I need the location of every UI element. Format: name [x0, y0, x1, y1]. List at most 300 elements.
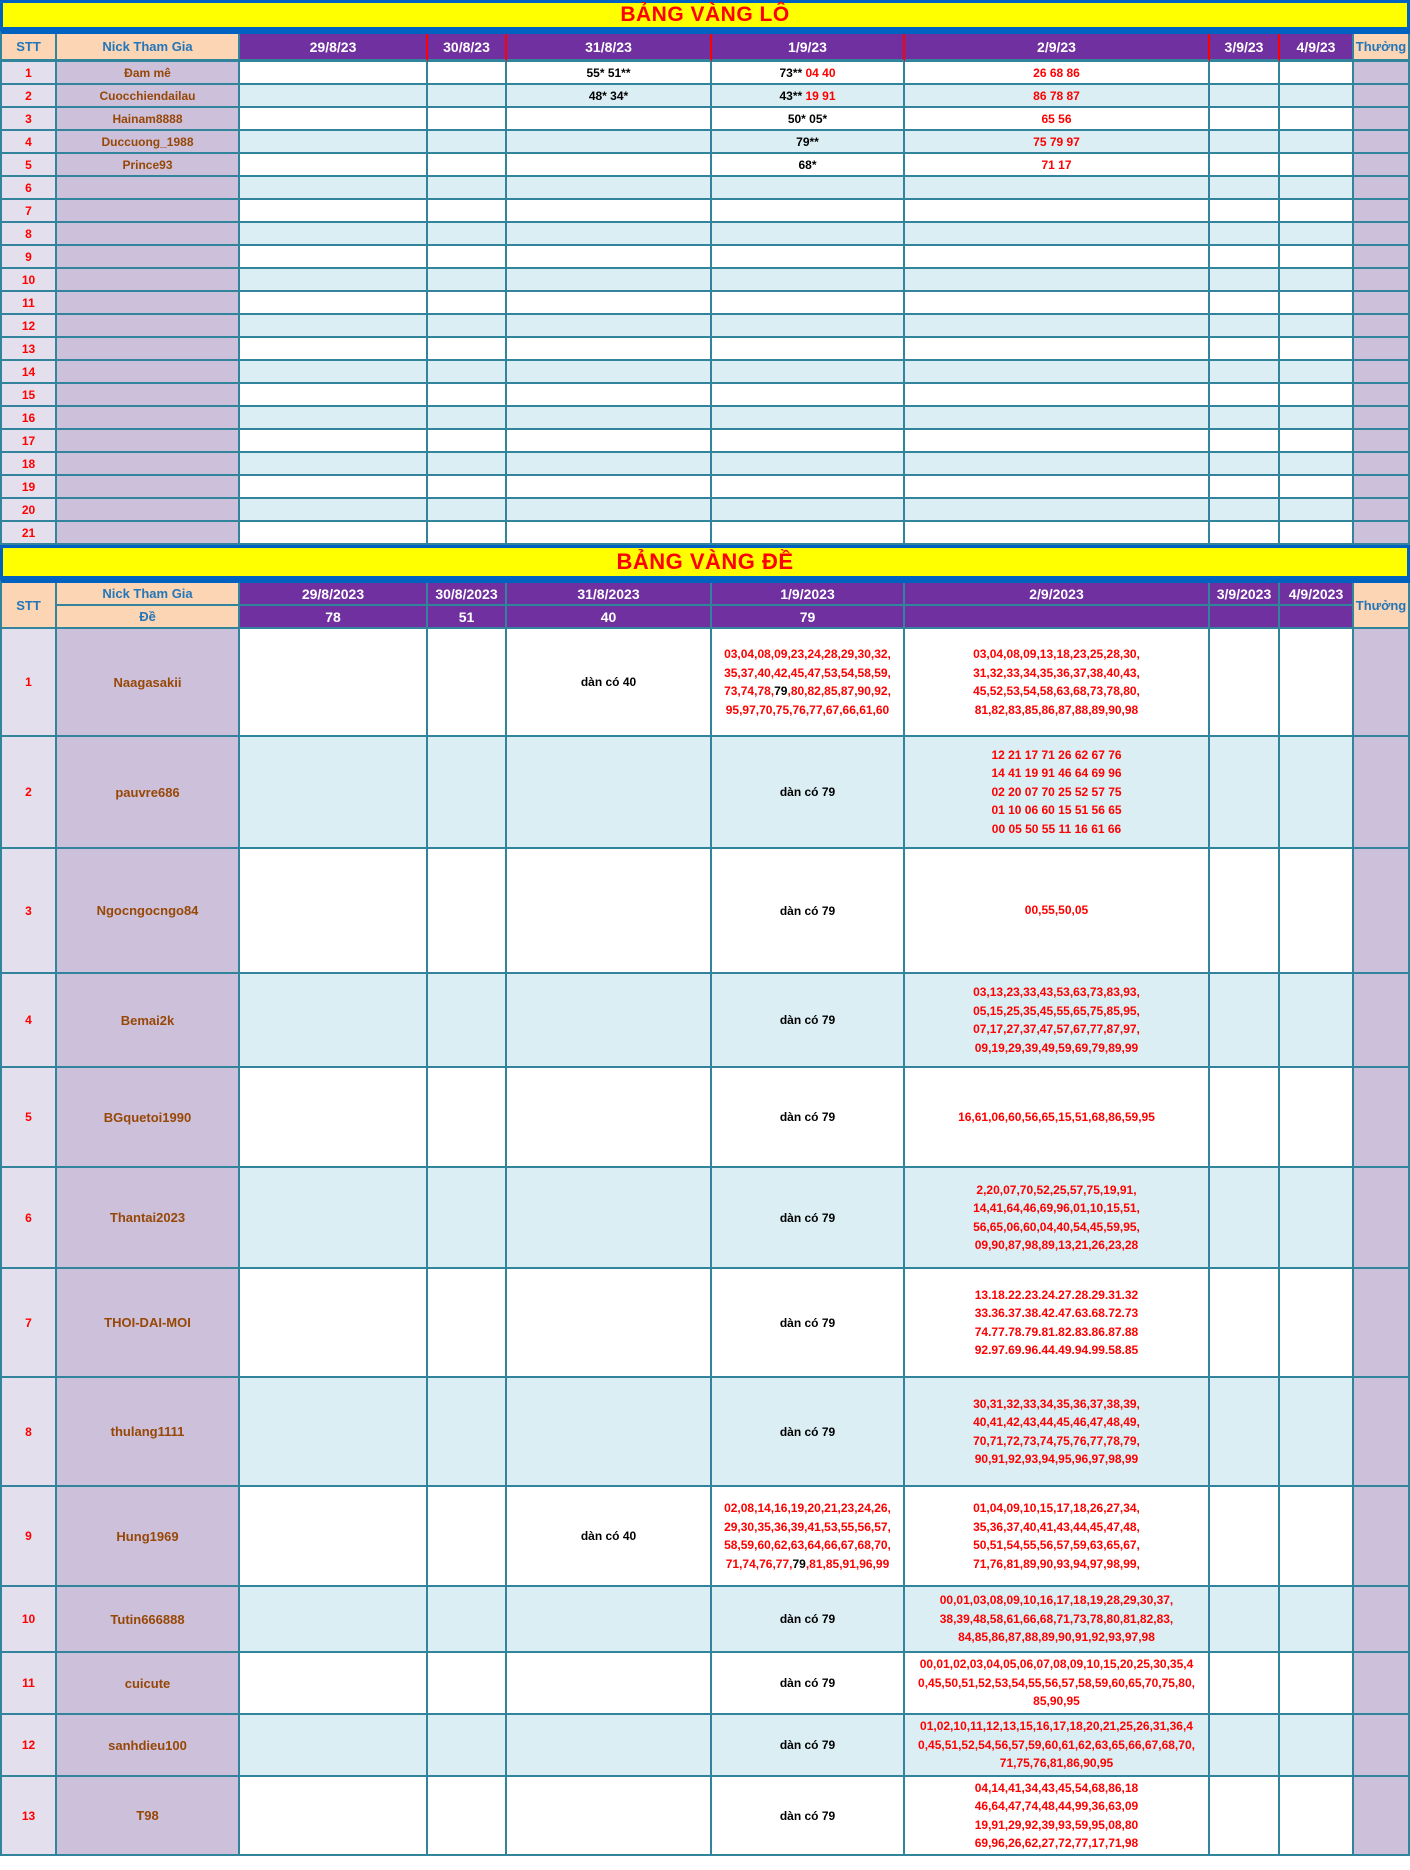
date-cell-4-9[interactable]	[1280, 384, 1354, 407]
date-cell-1-9[interactable]	[712, 108, 905, 131]
date-cell-30-8[interactable]	[428, 177, 507, 200]
reward-cell[interactable]	[1354, 384, 1410, 407]
nick-cell[interactable]: Hung1969	[57, 1487, 240, 1587]
stt-cell[interactable]: 10	[2, 269, 57, 292]
date-cell-3-9[interactable]	[1210, 108, 1280, 131]
de-value-29-8[interactable]: 78	[240, 606, 428, 629]
date-cell-1-9[interactable]	[712, 1487, 905, 1587]
date-cell-29-8[interactable]	[240, 246, 428, 269]
date-cell-3-9[interactable]	[1210, 269, 1280, 292]
date-cell-31-8[interactable]	[507, 269, 712, 292]
reward-cell[interactable]	[1354, 315, 1410, 338]
nick-cell[interactable]: cuicute	[57, 1653, 240, 1715]
date-cell-31-8[interactable]	[507, 200, 712, 223]
date-cell-30-8[interactable]	[428, 223, 507, 246]
date-cell-3-9[interactable]	[1210, 361, 1280, 384]
nick-cell[interactable]	[57, 246, 240, 269]
stt-cell[interactable]: 10	[2, 1587, 57, 1653]
date-cell-4-9[interactable]	[1280, 407, 1354, 430]
nick-cell[interactable]: Bemai2k	[57, 974, 240, 1068]
reward-cell[interactable]	[1354, 1378, 1410, 1487]
reward-cell[interactable]	[1354, 177, 1410, 200]
reward-cell[interactable]	[1354, 974, 1410, 1068]
reward-cell[interactable]	[1354, 85, 1410, 108]
date-cell-4-9[interactable]	[1280, 177, 1354, 200]
date-cell-4-9[interactable]	[1280, 223, 1354, 246]
date-cell-4-9[interactable]	[1280, 338, 1354, 361]
stt-cell[interactable]: 4	[2, 974, 57, 1068]
date-cell-1-9[interactable]	[712, 1269, 905, 1378]
date-cell-1-9[interactable]	[712, 407, 905, 430]
nick-cell[interactable]: Cuocchiendailau	[57, 85, 240, 108]
reward-cell[interactable]	[1354, 1068, 1410, 1168]
date-cell-3-9[interactable]	[1210, 292, 1280, 315]
nick-cell[interactable]: Đam mê	[57, 62, 240, 85]
reward-cell[interactable]	[1354, 522, 1410, 545]
date-cell-4-9[interactable]	[1280, 269, 1354, 292]
date-cell-2-9[interactable]: 26 68 86	[905, 62, 1210, 85]
lo-header-date-30-8[interactable]: 30/8/23	[428, 34, 507, 62]
date-cell-2-9[interactable]	[905, 430, 1210, 453]
de-value-31-8[interactable]: 40	[507, 606, 712, 629]
date-cell-2-9[interactable]	[905, 1068, 1210, 1168]
date-cell-29-8[interactable]	[240, 62, 428, 85]
date-cell-31-8[interactable]	[507, 384, 712, 407]
date-cell-30-8[interactable]	[428, 131, 507, 154]
date-cell-30-8[interactable]	[428, 108, 507, 131]
date-cell-29-8[interactable]	[240, 430, 428, 453]
nick-cell[interactable]	[57, 499, 240, 522]
date-cell-30-8[interactable]	[428, 1487, 507, 1587]
date-cell-29-8[interactable]	[240, 453, 428, 476]
date-cell-29-8[interactable]	[240, 292, 428, 315]
date-cell-30-8[interactable]	[428, 476, 507, 499]
nick-cell[interactable]: Naagasakii	[57, 629, 240, 737]
date-cell-30-8[interactable]	[428, 338, 507, 361]
nick-cell[interactable]: BGquetoi1990	[57, 1068, 240, 1168]
nick-cell[interactable]: Prince93	[57, 154, 240, 177]
date-cell-3-9[interactable]	[1210, 384, 1280, 407]
date-cell-4-9[interactable]	[1280, 1068, 1354, 1168]
de-value-2-9[interactable]	[905, 606, 1210, 629]
date-cell-2-9[interactable]	[905, 315, 1210, 338]
date-cell-31-8[interactable]	[507, 246, 712, 269]
date-cell-30-8[interactable]	[428, 62, 507, 85]
stt-cell[interactable]: 6	[2, 177, 57, 200]
reward-cell[interactable]	[1354, 154, 1410, 177]
date-cell-31-8[interactable]	[507, 361, 712, 384]
date-cell-2-9[interactable]	[905, 1653, 1210, 1715]
date-cell-2-9[interactable]	[905, 177, 1210, 200]
date-cell-2-9[interactable]: 71 17	[905, 154, 1210, 177]
date-cell-1-9[interactable]	[712, 1068, 905, 1168]
nick-cell[interactable]	[57, 200, 240, 223]
stt-cell[interactable]: 6	[2, 1168, 57, 1269]
reward-cell[interactable]	[1354, 849, 1410, 974]
date-cell-30-8[interactable]	[428, 737, 507, 849]
nick-cell[interactable]	[57, 269, 240, 292]
date-cell-4-9[interactable]	[1280, 1715, 1354, 1777]
reward-cell[interactable]	[1354, 1777, 1410, 1856]
date-cell-4-9[interactable]	[1280, 1378, 1354, 1487]
date-cell-3-9[interactable]	[1210, 737, 1280, 849]
stt-cell[interactable]: 19	[2, 476, 57, 499]
date-cell-30-8[interactable]	[428, 315, 507, 338]
date-cell-2-9[interactable]	[905, 200, 1210, 223]
date-cell-30-8[interactable]	[428, 430, 507, 453]
date-cell-30-8[interactable]	[428, 1587, 507, 1653]
date-cell-3-9[interactable]	[1210, 338, 1280, 361]
date-cell-31-8[interactable]	[507, 849, 712, 974]
date-cell-31-8[interactable]	[507, 1487, 712, 1587]
nick-cell[interactable]	[57, 453, 240, 476]
date-cell-4-9[interactable]	[1280, 1777, 1354, 1856]
date-cell-2-9[interactable]	[905, 269, 1210, 292]
date-cell-31-8[interactable]: 55* 51**	[507, 62, 712, 85]
nick-cell[interactable]: Ngocngocngo84	[57, 849, 240, 974]
reward-cell[interactable]	[1354, 1587, 1410, 1653]
lo-header-reward[interactable]: Thưởng	[1354, 34, 1410, 62]
date-cell-2-9[interactable]	[905, 1715, 1210, 1777]
date-cell-29-8[interactable]	[240, 849, 428, 974]
date-cell-2-9[interactable]	[905, 1269, 1210, 1378]
reward-cell[interactable]	[1354, 407, 1410, 430]
date-cell-31-8[interactable]	[507, 629, 712, 737]
date-cell-29-8[interactable]	[240, 407, 428, 430]
date-cell-31-8[interactable]	[507, 430, 712, 453]
date-cell-31-8[interactable]	[507, 1587, 712, 1653]
date-cell-29-8[interactable]	[240, 200, 428, 223]
reward-cell[interactable]	[1354, 200, 1410, 223]
date-cell-4-9[interactable]	[1280, 200, 1354, 223]
date-cell-29-8[interactable]	[240, 1168, 428, 1269]
date-cell-4-9[interactable]	[1280, 62, 1354, 85]
date-cell-2-9[interactable]	[905, 453, 1210, 476]
date-cell-2-9[interactable]: 86 78 87	[905, 85, 1210, 108]
de-header-date-4-9[interactable]: 4/9/2023	[1280, 583, 1354, 606]
date-cell-1-9[interactable]	[712, 453, 905, 476]
de-value-3-9[interactable]	[1210, 606, 1280, 629]
de-header-date-30-8[interactable]: 30/8/2023	[428, 583, 507, 606]
date-cell-4-9[interactable]	[1280, 246, 1354, 269]
reward-cell[interactable]	[1354, 629, 1410, 737]
date-cell-3-9[interactable]	[1210, 1378, 1280, 1487]
stt-cell[interactable]: 12	[2, 1715, 57, 1777]
date-cell-3-9[interactable]	[1210, 131, 1280, 154]
date-cell-3-9[interactable]	[1210, 1068, 1280, 1168]
stt-cell[interactable]: 7	[2, 200, 57, 223]
date-cell-29-8[interactable]	[240, 974, 428, 1068]
date-cell-3-9[interactable]	[1210, 154, 1280, 177]
date-cell-30-8[interactable]	[428, 154, 507, 177]
de-header-date-29-8[interactable]: 29/8/2023	[240, 583, 428, 606]
date-cell-1-9[interactable]	[712, 315, 905, 338]
nick-cell[interactable]: THOI-DAI-MOI	[57, 1269, 240, 1378]
date-cell-2-9[interactable]	[905, 1777, 1210, 1856]
de-header-date-2-9[interactable]: 2/9/2023	[905, 583, 1210, 606]
date-cell-2-9[interactable]	[905, 1487, 1210, 1587]
reward-cell[interactable]	[1354, 269, 1410, 292]
date-cell-4-9[interactable]	[1280, 131, 1354, 154]
date-cell-31-8[interactable]	[507, 1777, 712, 1856]
reward-cell[interactable]	[1354, 246, 1410, 269]
date-cell-2-9[interactable]	[905, 974, 1210, 1068]
de-header-date-1-9[interactable]: 1/9/2023	[712, 583, 905, 606]
date-cell-30-8[interactable]	[428, 1378, 507, 1487]
date-cell-1-9[interactable]	[712, 737, 905, 849]
date-cell-31-8[interactable]	[507, 1653, 712, 1715]
lo-header-nick[interactable]: Nick Tham Gia	[57, 34, 240, 62]
date-cell-4-9[interactable]	[1280, 1168, 1354, 1269]
date-cell-3-9[interactable]	[1210, 1653, 1280, 1715]
date-cell-2-9[interactable]	[905, 1378, 1210, 1487]
nick-cell[interactable]: Hainam8888	[57, 108, 240, 131]
date-cell-3-9[interactable]	[1210, 1269, 1280, 1378]
date-cell-29-8[interactable]	[240, 522, 428, 545]
date-cell-30-8[interactable]	[428, 292, 507, 315]
date-cell-29-8[interactable]	[240, 476, 428, 499]
date-cell-4-9[interactable]	[1280, 629, 1354, 737]
nick-cell[interactable]	[57, 292, 240, 315]
de-header-stt[interactable]: STT	[2, 583, 57, 629]
date-cell-2-9[interactable]	[905, 499, 1210, 522]
date-cell-3-9[interactable]	[1210, 499, 1280, 522]
date-cell-3-9[interactable]	[1210, 1587, 1280, 1653]
date-cell-2-9[interactable]: 75 79 97	[905, 131, 1210, 154]
date-cell-31-8[interactable]	[507, 974, 712, 1068]
date-cell-30-8[interactable]	[428, 629, 507, 737]
reward-cell[interactable]	[1354, 1653, 1410, 1715]
stt-cell[interactable]: 8	[2, 1378, 57, 1487]
date-cell-2-9[interactable]	[905, 246, 1210, 269]
date-cell-29-8[interactable]	[240, 1378, 428, 1487]
date-cell-3-9[interactable]	[1210, 1168, 1280, 1269]
date-cell-3-9[interactable]	[1210, 1487, 1280, 1587]
date-cell-29-8[interactable]	[240, 1653, 428, 1715]
date-cell-4-9[interactable]	[1280, 522, 1354, 545]
date-cell-1-9[interactable]	[712, 1587, 905, 1653]
lo-header-date-29-8[interactable]: 29/8/23	[240, 34, 428, 62]
date-cell-31-8[interactable]	[507, 1269, 712, 1378]
date-cell-1-9[interactable]	[712, 974, 905, 1068]
date-cell-29-8[interactable]	[240, 154, 428, 177]
date-cell-1-9[interactable]	[712, 629, 905, 737]
date-cell-3-9[interactable]	[1210, 476, 1280, 499]
date-cell-31-8[interactable]	[507, 1168, 712, 1269]
date-cell-31-8[interactable]	[507, 315, 712, 338]
date-cell-2-9[interactable]	[905, 1168, 1210, 1269]
de-header-date-31-8[interactable]: 31/8/2023	[507, 583, 712, 606]
date-cell-29-8[interactable]	[240, 499, 428, 522]
nick-cell[interactable]	[57, 407, 240, 430]
reward-cell[interactable]	[1354, 131, 1410, 154]
date-cell-29-8[interactable]	[240, 629, 428, 737]
date-cell-30-8[interactable]	[428, 269, 507, 292]
date-cell-2-9[interactable]	[905, 629, 1210, 737]
date-cell-30-8[interactable]	[428, 384, 507, 407]
date-cell-29-8[interactable]	[240, 131, 428, 154]
date-cell-1-9[interactable]	[712, 200, 905, 223]
date-cell-31-8[interactable]	[507, 154, 712, 177]
date-cell-4-9[interactable]	[1280, 1269, 1354, 1378]
date-cell-4-9[interactable]	[1280, 292, 1354, 315]
date-cell-2-9[interactable]	[905, 1587, 1210, 1653]
lo-header-date-31-8[interactable]: 31/8/23	[507, 34, 712, 62]
date-cell-31-8[interactable]	[507, 453, 712, 476]
stt-cell[interactable]: 16	[2, 407, 57, 430]
date-cell-31-8[interactable]	[507, 1715, 712, 1777]
nick-cell[interactable]: Thantai2023	[57, 1168, 240, 1269]
reward-cell[interactable]	[1354, 430, 1410, 453]
date-cell-30-8[interactable]	[428, 407, 507, 430]
date-cell-29-8[interactable]	[240, 1715, 428, 1777]
date-cell-4-9[interactable]	[1280, 108, 1354, 131]
nick-cell[interactable]	[57, 338, 240, 361]
reward-cell[interactable]	[1354, 476, 1410, 499]
reward-cell[interactable]	[1354, 1487, 1410, 1587]
date-cell-1-9[interactable]	[712, 223, 905, 246]
date-cell-30-8[interactable]	[428, 1653, 507, 1715]
stt-cell[interactable]: 5	[2, 154, 57, 177]
date-cell-29-8[interactable]	[240, 1777, 428, 1856]
date-cell-3-9[interactable]	[1210, 62, 1280, 85]
nick-cell[interactable]	[57, 430, 240, 453]
stt-cell[interactable]: 13	[2, 338, 57, 361]
stt-cell[interactable]: 11	[2, 292, 57, 315]
date-cell-4-9[interactable]	[1280, 361, 1354, 384]
date-cell-1-9[interactable]	[712, 522, 905, 545]
date-cell-2-9[interactable]	[905, 361, 1210, 384]
date-cell-31-8[interactable]	[507, 1378, 712, 1487]
de-header-date-3-9[interactable]: 3/9/2023	[1210, 583, 1280, 606]
date-cell-2-9[interactable]	[905, 338, 1210, 361]
date-cell-29-8[interactable]	[240, 223, 428, 246]
reward-cell[interactable]	[1354, 292, 1410, 315]
date-cell-31-8[interactable]	[507, 131, 712, 154]
lo-header-date-3-9[interactable]: 3/9/23	[1210, 34, 1280, 62]
date-cell-4-9[interactable]	[1280, 974, 1354, 1068]
date-cell-31-8[interactable]: 48* 34*	[507, 85, 712, 108]
nick-cell[interactable]: Duccuong_1988	[57, 131, 240, 154]
date-cell-31-8[interactable]	[507, 499, 712, 522]
date-cell-30-8[interactable]	[428, 246, 507, 269]
nick-cell[interactable]: Tutin666888	[57, 1587, 240, 1653]
reward-cell[interactable]	[1354, 108, 1410, 131]
date-cell-3-9[interactable]	[1210, 849, 1280, 974]
date-cell-29-8[interactable]	[240, 108, 428, 131]
date-cell-2-9[interactable]	[905, 384, 1210, 407]
date-cell-1-9[interactable]	[712, 1653, 905, 1715]
reward-cell[interactable]	[1354, 453, 1410, 476]
date-cell-4-9[interactable]	[1280, 430, 1354, 453]
date-cell-30-8[interactable]	[428, 499, 507, 522]
nick-cell[interactable]: T98	[57, 1777, 240, 1856]
stt-cell[interactable]: 12	[2, 315, 57, 338]
de-header-nick[interactable]: Nick Tham Gia	[57, 583, 240, 606]
date-cell-1-9[interactable]	[712, 430, 905, 453]
date-cell-4-9[interactable]	[1280, 737, 1354, 849]
date-cell-3-9[interactable]	[1210, 85, 1280, 108]
stt-cell[interactable]: 20	[2, 499, 57, 522]
stt-cell[interactable]: 3	[2, 849, 57, 974]
date-cell-1-9[interactable]	[712, 62, 905, 85]
date-cell-4-9[interactable]	[1280, 849, 1354, 974]
reward-cell[interactable]	[1354, 1269, 1410, 1378]
stt-cell[interactable]: 1	[2, 62, 57, 85]
date-cell-3-9[interactable]	[1210, 522, 1280, 545]
date-cell-31-8[interactable]	[507, 108, 712, 131]
stt-cell[interactable]: 15	[2, 384, 57, 407]
date-cell-1-9[interactable]	[712, 1378, 905, 1487]
date-cell-4-9[interactable]	[1280, 1587, 1354, 1653]
stt-cell[interactable]: 9	[2, 1487, 57, 1587]
date-cell-4-9[interactable]	[1280, 1487, 1354, 1587]
nick-cell[interactable]	[57, 361, 240, 384]
date-cell-3-9[interactable]	[1210, 246, 1280, 269]
date-cell-4-9[interactable]	[1280, 1653, 1354, 1715]
date-cell-31-8[interactable]	[507, 1068, 712, 1168]
date-cell-3-9[interactable]	[1210, 629, 1280, 737]
reward-cell[interactable]	[1354, 361, 1410, 384]
date-cell-3-9[interactable]	[1210, 223, 1280, 246]
date-cell-31-8[interactable]	[507, 476, 712, 499]
de-value-1-9[interactable]: 79	[712, 606, 905, 629]
stt-cell[interactable]: 8	[2, 223, 57, 246]
stt-cell[interactable]: 3	[2, 108, 57, 131]
date-cell-29-8[interactable]	[240, 1487, 428, 1587]
date-cell-29-8[interactable]	[240, 361, 428, 384]
stt-cell[interactable]: 2	[2, 85, 57, 108]
nick-cell[interactable]	[57, 522, 240, 545]
date-cell-31-8[interactable]	[507, 407, 712, 430]
date-cell-3-9[interactable]	[1210, 200, 1280, 223]
stt-cell[interactable]: 9	[2, 246, 57, 269]
date-cell-31-8[interactable]	[507, 522, 712, 545]
lo-header-date-1-9[interactable]: 1/9/23	[712, 34, 905, 62]
date-cell-30-8[interactable]	[428, 974, 507, 1068]
de-value-30-8[interactable]: 51	[428, 606, 507, 629]
date-cell-3-9[interactable]	[1210, 1715, 1280, 1777]
date-cell-1-9[interactable]	[712, 177, 905, 200]
date-cell-4-9[interactable]	[1280, 315, 1354, 338]
nick-cell[interactable]: pauvre686	[57, 737, 240, 849]
date-cell-29-8[interactable]	[240, 338, 428, 361]
date-cell-30-8[interactable]	[428, 1068, 507, 1168]
reward-cell[interactable]	[1354, 1168, 1410, 1269]
nick-cell[interactable]	[57, 476, 240, 499]
de-header-reward[interactable]: Thưởng	[1354, 583, 1410, 629]
reward-cell[interactable]	[1354, 62, 1410, 85]
date-cell-4-9[interactable]	[1280, 85, 1354, 108]
date-cell-4-9[interactable]	[1280, 154, 1354, 177]
date-cell-3-9[interactable]	[1210, 407, 1280, 430]
date-cell-1-9[interactable]	[712, 131, 905, 154]
reward-cell[interactable]	[1354, 737, 1410, 849]
date-cell-29-8[interactable]	[240, 85, 428, 108]
date-cell-1-9[interactable]	[712, 292, 905, 315]
date-cell-3-9[interactable]	[1210, 315, 1280, 338]
date-cell-2-9[interactable]	[905, 849, 1210, 974]
date-cell-30-8[interactable]	[428, 522, 507, 545]
date-cell-29-8[interactable]	[240, 1587, 428, 1653]
date-cell-2-9[interactable]	[905, 292, 1210, 315]
lo-header-date-4-9[interactable]: 4/9/23	[1280, 34, 1354, 62]
date-cell-31-8[interactable]	[507, 223, 712, 246]
date-cell-1-9[interactable]	[712, 361, 905, 384]
date-cell-31-8[interactable]	[507, 292, 712, 315]
stt-cell[interactable]: 7	[2, 1269, 57, 1378]
date-cell-2-9[interactable]	[905, 407, 1210, 430]
